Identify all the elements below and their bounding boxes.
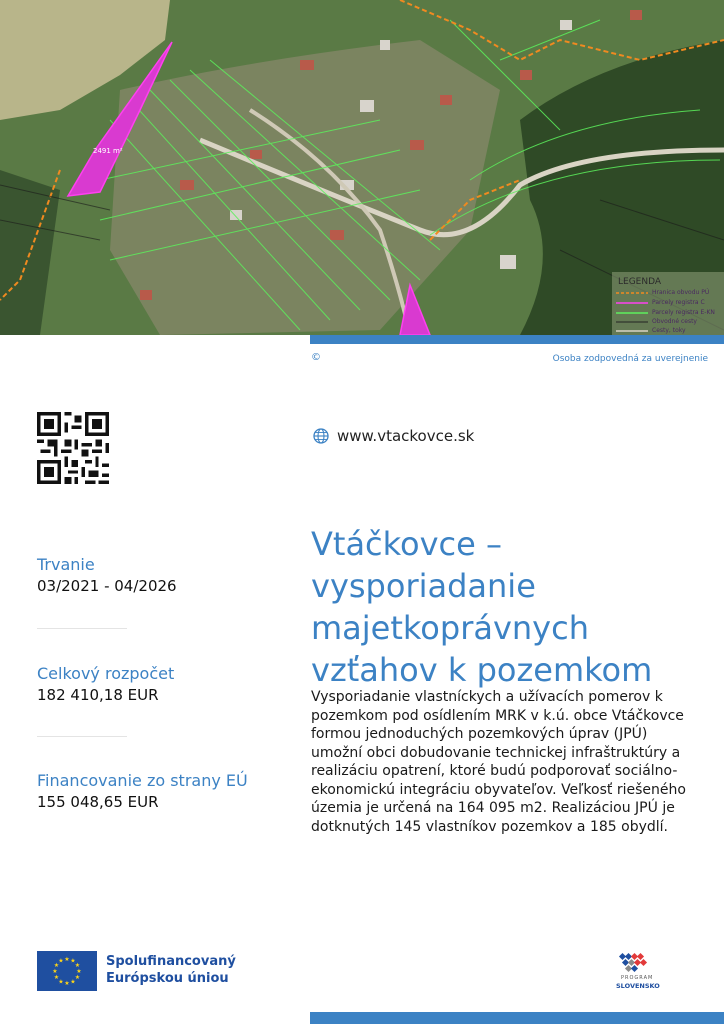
legend-item: Hranica obvodu PÚ <box>652 289 710 296</box>
budget-label: Celkový rozpočet <box>37 664 175 683</box>
svg-text:★: ★ <box>53 974 60 981</box>
duration-value: 03/2021 - 04/2026 <box>37 577 177 595</box>
eu-funding-value: 155 048,65 EUR <box>37 793 159 811</box>
eu-flag-icon <box>37 951 97 991</box>
eu-line-2: Európskou úniou <box>106 971 229 986</box>
svg-text:★: ★ <box>76 968 82 975</box>
divider <box>37 628 127 629</box>
legend-title: LEGENDA <box>618 277 662 287</box>
divider <box>37 736 127 737</box>
aerial-map <box>0 0 724 335</box>
eu-line-1: Spolufinancovaný <box>106 954 236 969</box>
svg-text:★: ★ <box>70 978 76 986</box>
eu-funding-label: Financovanie zo strany EÚ <box>37 771 248 790</box>
svg-text:★: ★ <box>74 974 81 981</box>
duration-block <box>37 555 177 595</box>
program-label: PROGRAM <box>621 975 654 981</box>
copyright-mark: © <box>311 352 321 363</box>
program-name: SLOVENSKO <box>616 982 660 990</box>
globe-icon <box>313 428 329 444</box>
accent-bar-top <box>310 335 724 344</box>
budget-block <box>37 664 174 704</box>
svg-text:★: ★ <box>74 962 81 969</box>
svg-text:★: ★ <box>58 957 64 965</box>
website-url[interactable]: www.vtackovce.sk <box>337 427 475 445</box>
svg-text:★: ★ <box>53 962 60 969</box>
svg-text:★: ★ <box>64 980 70 987</box>
project-title: Vtáčkovce – vysporiadanie majetkoprávnych vzťahov k pozemkom <box>311 525 653 689</box>
area-label: 2491 m² <box>93 147 123 155</box>
legend-item: Cesty, toky <box>652 327 686 334</box>
legend-item: Parcely registra E-KN <box>652 309 715 316</box>
website-link[interactable] <box>313 427 474 445</box>
accent-bar-bottom <box>310 1012 724 1024</box>
legend-item: Obvodné cesty <box>652 318 697 325</box>
svg-text:★: ★ <box>64 956 70 963</box>
responsible-person-label: Osoba zodpovedná za uverejnenie <box>552 354 708 364</box>
budget-value: 182 410,18 EUR <box>37 686 159 704</box>
project-description: Vysporiadanie vlastníckych a užívacích pomerov k pozemkom pod osídlením MRK v k.ú. obce Vtáčkovce formou jednoduchých pozemkových úprav (JPÚ) umožní obci dobudovanie technickej infraštruktúry a realizáciu opatrení, ktoré budú podporovať sociálno-ekonomickú integráciu obyvateľov. Veľkosť riešeného územia je určená na 164 095 m2. Realizáciou JPÚ je dotknutých 145 vlastníkov pozemkov a 185 obydlí. <box>311 689 686 835</box>
svg-text:★: ★ <box>52 968 58 975</box>
svg-text:★: ★ <box>58 978 64 986</box>
eu-cofunding-text <box>106 953 236 987</box>
eu-funding-block <box>37 771 248 811</box>
duration-label: Trvanie <box>37 555 95 574</box>
legend-item: Parcely registra C <box>652 299 705 306</box>
qr-code-icon[interactable] <box>37 412 109 484</box>
svg-text:★: ★ <box>70 957 76 965</box>
